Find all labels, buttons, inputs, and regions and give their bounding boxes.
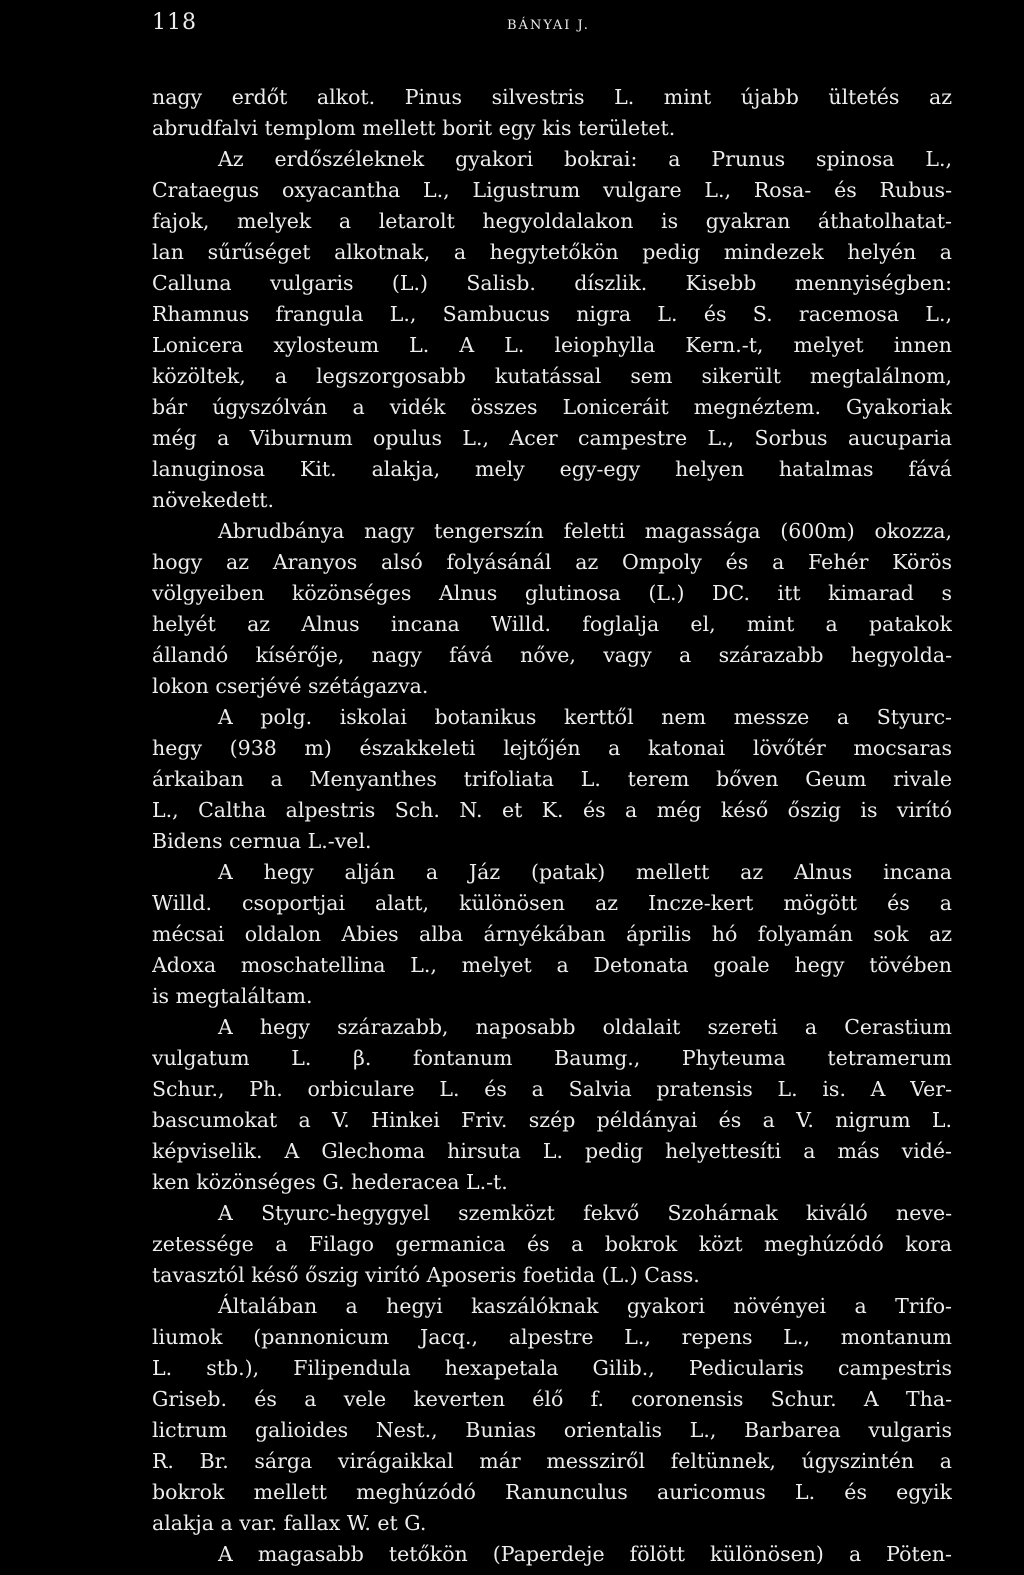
text-line: tavasztól késő őszig virító Aposeris foetida (L.) Cass.	[152, 1263, 700, 1287]
text-line: Bidens cernua L.-vel.	[152, 829, 372, 853]
text-line: A polg. iskolai botanikus kerttől nem messze a Styurc-	[218, 705, 952, 729]
text-line: bokrok mellett meghúzódó Ranunculus auricomus L. és egyik	[152, 1480, 952, 1504]
text-line: bár úgyszólván a vidék összes Loniceráit megnéztem. Gyakoriak	[152, 395, 952, 419]
text-line: A hegy szárazabb, naposabb oldalait szereti a Cerastium	[218, 1015, 952, 1039]
text-line: mécsai oldalon Abies alba árnyékában április hó folyamán sok az	[152, 922, 952, 946]
text-line: A magasabb tetőkön (Paperdeje fölött különösen) a Pöten-	[218, 1542, 952, 1566]
text-line: lokon cserjévé szétágazva.	[152, 674, 429, 698]
text-line: közöltek, a legszorgosabb kutatással sem sikerült megtalálnom,	[152, 364, 952, 388]
text-line: bascumokat a V. Hinkei Friv. szép példányai és a V. nigrum L.	[152, 1108, 952, 1132]
text-line: alakja a var. fallax W. et G.	[152, 1511, 427, 1535]
text-line: vulgatum L. β. fontanum Baumg., Phyteuma tetramerum	[152, 1046, 952, 1070]
text-line: lictrum galioides Nest., Bunias orientalis L., Barbarea vulgaris	[152, 1418, 952, 1442]
text-line: L. stb.), Filipendula hexapetala Gilib., Pedicularis campestris	[152, 1356, 952, 1380]
text-line: Griseb. és a vele keverten élő f. coronensis Schur. A Tha-	[152, 1387, 952, 1411]
page-header	[152, 10, 952, 50]
text-line: Abrudbánya nagy tengerszín feletti magassága (600m) okozza,	[218, 519, 952, 543]
text-line: zetessége a Filago germanica és a bokrok közt meghúzódó kora	[152, 1232, 952, 1256]
text-line: Általában a hegyi kaszálóknak gyakori növényei a Trifo-	[218, 1294, 952, 1318]
page-number: 118	[152, 10, 197, 35]
text-line: A hegy alján a Jáz (patak) mellett az Alnus incana	[218, 860, 952, 884]
text-line: abrudfalvi templom mellett borit egy kis területet.	[152, 116, 676, 140]
text-line: helyét az Alnus incana Willd. foglalja el, mint a patakok	[152, 612, 952, 636]
text-line: képviselik. A Glechoma hirsuta L. pedig helyettesíti a más vidé-	[152, 1139, 952, 1163]
text-line: Crataegus oxyacantha L., Ligustrum vulgare L., Rosa- és Rubus-	[152, 178, 952, 202]
text-line: növekedett.	[152, 488, 275, 512]
text-line: állandó kísérője, nagy fává nőve, vagy a szárazabb hegyolda-	[152, 643, 952, 667]
text-line: lan sűrűséget alkotnak, a hegytetőkön pedig mindezek helyén a	[152, 240, 952, 264]
text-line: völgyeiben közönséges Alnus glutinosa (L.) DC. itt kimarad s	[152, 581, 952, 605]
text-line: nagy erdőt alkot. Pinus silvestris L. mint újabb ültetés az	[152, 85, 952, 109]
text-line: Calluna vulgaris (L.) Salisb. díszlik. Kisebb mennyiségben:	[152, 271, 952, 295]
text-line: ken közönséges G. hederacea L.-t.	[152, 1170, 508, 1194]
text-line: hogy az Aranyos alsó folyásánál az Ompoly és a Fehér Körös	[152, 550, 952, 574]
text-line: Adoxa moschatellina L., melyet a Detonata goale hegy tövében	[152, 953, 952, 977]
text-line: liumok (pannonicum Jacq., alpestre L., repens L., montanum	[152, 1325, 952, 1349]
running-title: BÁNYAI J.	[507, 18, 590, 33]
text-line: Willd. csoportjai alatt, különösen az Incze-kert mögött és a	[152, 891, 952, 915]
text-line: is megtaláltam.	[152, 984, 313, 1008]
text-line: árkaiban a Menyanthes trifoliata L. terem bőven Geum rivale	[152, 767, 952, 791]
text-line: fajok, melyek a letarolt hegyoldalakon is gyakran áthatolhatat-	[152, 209, 952, 233]
text-line: L., Caltha alpestris Sch. N. et K. és a még késő őszig is virító	[152, 798, 952, 822]
text-line: lanuginosa Kit. alakja, mely egy-egy helyen hatalmas fává	[152, 457, 952, 481]
text-line: Az erdőszéleknek gyakori bokrai: a Prunus spinosa L.,	[218, 147, 952, 171]
body-text	[152, 82, 952, 1570]
text-line: R. Br. sárga virágaikkal már messziről feltünnek, úgyszintén a	[152, 1449, 952, 1473]
text-line: még a Viburnum opulus L., Acer campestre L., Sorbus aucuparia	[152, 426, 952, 450]
text-line: hegy (938 m) északkeleti lejtőjén a katonai lövőtér mocsaras	[152, 736, 952, 760]
text-line: Lonicera xylosteum L. A L. leiophylla Kern.-t, melyet innen	[152, 333, 952, 357]
text-line: A Styurc-hegygyel szemközt fekvő Szohárnak kiváló neve-	[218, 1201, 952, 1225]
text-line: Schur., Ph. orbiculare L. és a Salvia pratensis L. is. A Ver-	[152, 1077, 952, 1101]
text-line: Rhamnus frangula L., Sambucus nigra L. és S. racemosa L.,	[152, 302, 952, 326]
